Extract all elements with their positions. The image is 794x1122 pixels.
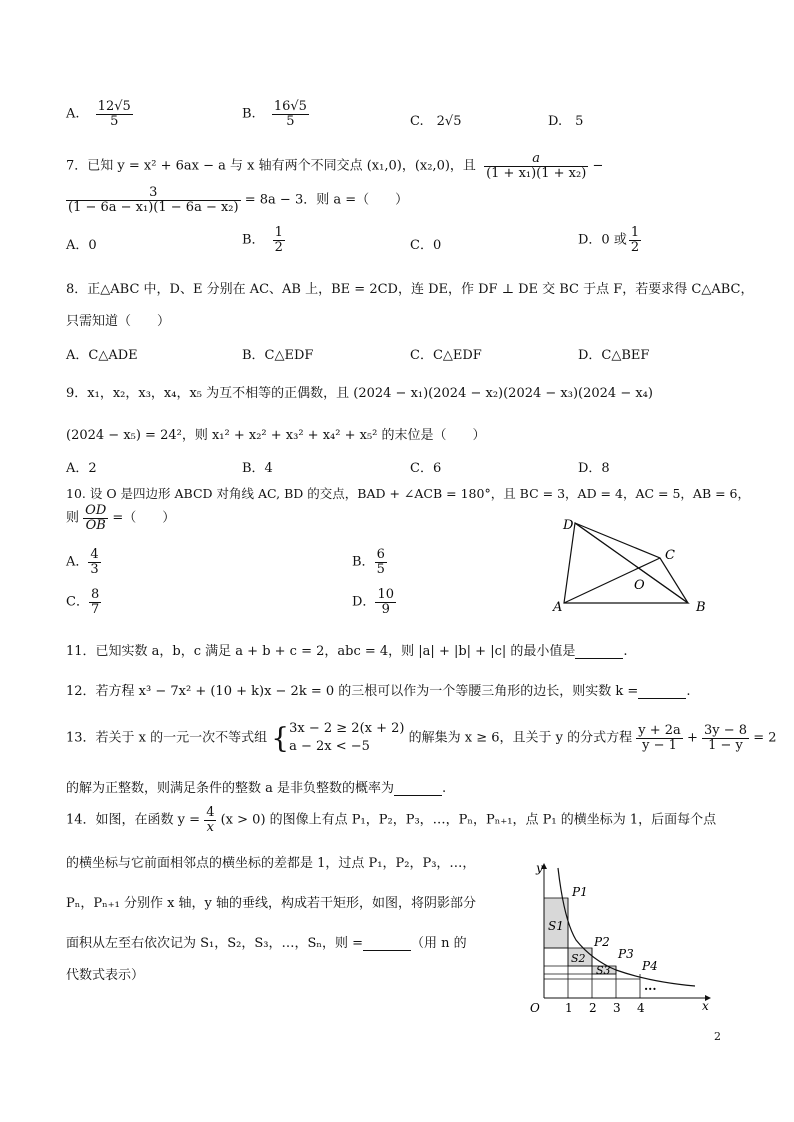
- point-p3: P3: [618, 947, 634, 961]
- point-p4: P4: [642, 959, 658, 973]
- q7-option-a: A．0: [66, 238, 97, 253]
- q14-hyperbola-figure: [520, 860, 720, 1020]
- area-s2: S2: [571, 952, 586, 965]
- q11: 11．已知实数 a，b，c 满足 a + b + c = 2，abc = 4，则 |a| + |b| + |c| 的最小值是 .: [66, 644, 628, 659]
- axis-x-label: x: [702, 999, 709, 1013]
- point-p2: P2: [594, 935, 610, 949]
- q7-line1: 7．已知 y = x² + 6ax − a 与 x 轴有两个不同交点 (x₁,0)，(x₂,0)，且 $\frac{a}{\text{(1 + x₁)(1 + x₂)}}$ −: [66, 151, 604, 181]
- q11-answer-blank: [575, 646, 623, 659]
- q8-option-b: B．C△EDF: [242, 348, 314, 363]
- q8-option-a: A．C△ADE: [66, 348, 138, 363]
- q13-answer-blank: [394, 783, 442, 796]
- fig-label-a: A: [553, 600, 563, 615]
- q9-line1: 9．x₁，x₂，x₃，x₄，x₅ 为互不相等的正偶数，且 (2024 − x₁)(2024 − x₂)(2024 − x₃)(2024 − x₄): [66, 386, 653, 401]
- q12-answer-blank: [638, 686, 686, 699]
- q10-option-a: A． $\frac{4}{3}$: [66, 547, 99, 577]
- q6-option-c: C. 2√5: [410, 114, 462, 129]
- fig-label-c: C: [665, 548, 675, 563]
- area-s1: S1: [548, 919, 564, 933]
- ellipsis-dots: ...: [644, 979, 657, 993]
- q6-option-a: A. $\frac{12√5}{5}$: [66, 99, 131, 129]
- q7-line2: $\frac{3}{\text{(1 − 6a − x₁)(1 − 6a − x₂)}}$ = 8a − 3．则 a =（ ）: [68, 185, 409, 215]
- fig-label-d: D: [563, 518, 574, 533]
- q14-line4: 面积从左至右依次记为 S₁，S₂，S₃，…，Sₙ，则 = （用 n 的: [66, 936, 467, 951]
- q9-option-a: A．2: [66, 461, 97, 476]
- q10-line1: 10. 设 O 是四边形 ABCD 对角线 AC, BD 的交点，BAD + ∠ACB = 180°，且 BC = 3，AD = 4，AC = 5，AB = 6，: [66, 486, 751, 501]
- q7-option-c: C．0: [410, 238, 442, 253]
- q14-line5: 代数式表示）: [66, 968, 145, 983]
- q6-a-num: 12√5: [97, 99, 131, 114]
- q8-option-d: D．C△BEF: [578, 348, 650, 363]
- q8-line1: 8．正△ABC 中，D、E 分别在 AC、AB 上，BE = 2CD，连 DE，作 DF ⊥ DE 交 BC 于点 F，若要求得 C△ABC，: [66, 282, 754, 297]
- tick-2: 2: [589, 1001, 597, 1015]
- q9-option-b: B．4: [242, 461, 273, 476]
- fig-label-b: B: [696, 600, 706, 615]
- tick-1: 1: [565, 1001, 573, 1015]
- q6-option-d: D. 5: [548, 114, 584, 129]
- q9-line2: (2024 − x₅) = 24²，则 x₁² + x₂² + x₃² + x₄² + x₅² 的末位是（ ）: [66, 428, 486, 443]
- fig-label-o: O: [634, 578, 645, 593]
- q8-option-c: C．C△EDF: [410, 348, 482, 363]
- q7-option-d: D．0 或 $\frac{1}{2}$: [578, 225, 640, 255]
- q14-line3: Pₙ，Pₙ₊₁ 分别作 x 轴，y 轴的垂线，构成若干矩形，如图，将阴影部分: [66, 896, 477, 911]
- q12: 12．若方程 x³ − 7x² + (10 + k)x − 2k = 0 的三根可以作为一个等腰三角形的边长，则实数 k = .: [66, 684, 691, 699]
- q13-line2: 的解为正整数，则满足条件的整数 a 是非负整数的概率为 .: [66, 781, 447, 796]
- point-p1: P1: [572, 885, 588, 899]
- q14-line2: 的横坐标与它前面相邻点的横坐标的差都是 1，过点 P₁，P₂，P₃，…，: [66, 856, 476, 871]
- q10-option-b: B． $\frac{6}{5}$: [352, 547, 385, 577]
- tick-4: 4: [637, 1001, 645, 1015]
- q8-line2: 只需知道（ ）: [66, 314, 171, 329]
- q6-option-b: B. $\frac{16√5}{5}$: [242, 99, 307, 129]
- q10-quadrilateral-figure: [550, 515, 710, 615]
- q14-answer-blank: [363, 938, 411, 951]
- tick-3: 3: [613, 1001, 621, 1015]
- area-s3: S3: [596, 964, 611, 977]
- q10-ask: 则 $\frac{OD}{OB}$ =（ ）: [66, 503, 176, 533]
- origin-label: O: [530, 1001, 540, 1015]
- q10-option-c: C． $\frac{8}{7}$: [66, 587, 100, 617]
- q14-line1: 14．如图，在函数 y = $\frac{4}{x}$ (x > 0) 的图像上有点 P₁，P₂，P₃，…，Pₙ，Pₙ₊₁，点 P₁ 的横坐标为 1，后面每个点: [66, 805, 717, 835]
- axis-y-label: y: [536, 861, 543, 875]
- q9-option-c: C．6: [410, 461, 442, 476]
- q9-option-d: D．8: [578, 461, 610, 476]
- page-number: 2: [714, 1030, 721, 1043]
- q7-option-b: B． $\frac{1}{2}$: [242, 225, 283, 255]
- q10-option-d: D． $\frac{10}{9}$: [352, 587, 394, 617]
- q13-line1: 13．若关于 x 的一元一次不等式组 { 3x − 2 ≥ 2(x + 2) a − 2x < −5 的解集为 x ≥ 6，且关于 y 的分式方程 $\frac{y + 2a}{y - 1}$ + $\frac{3y - 8}{1 - y}$ = 2: [66, 721, 777, 755]
